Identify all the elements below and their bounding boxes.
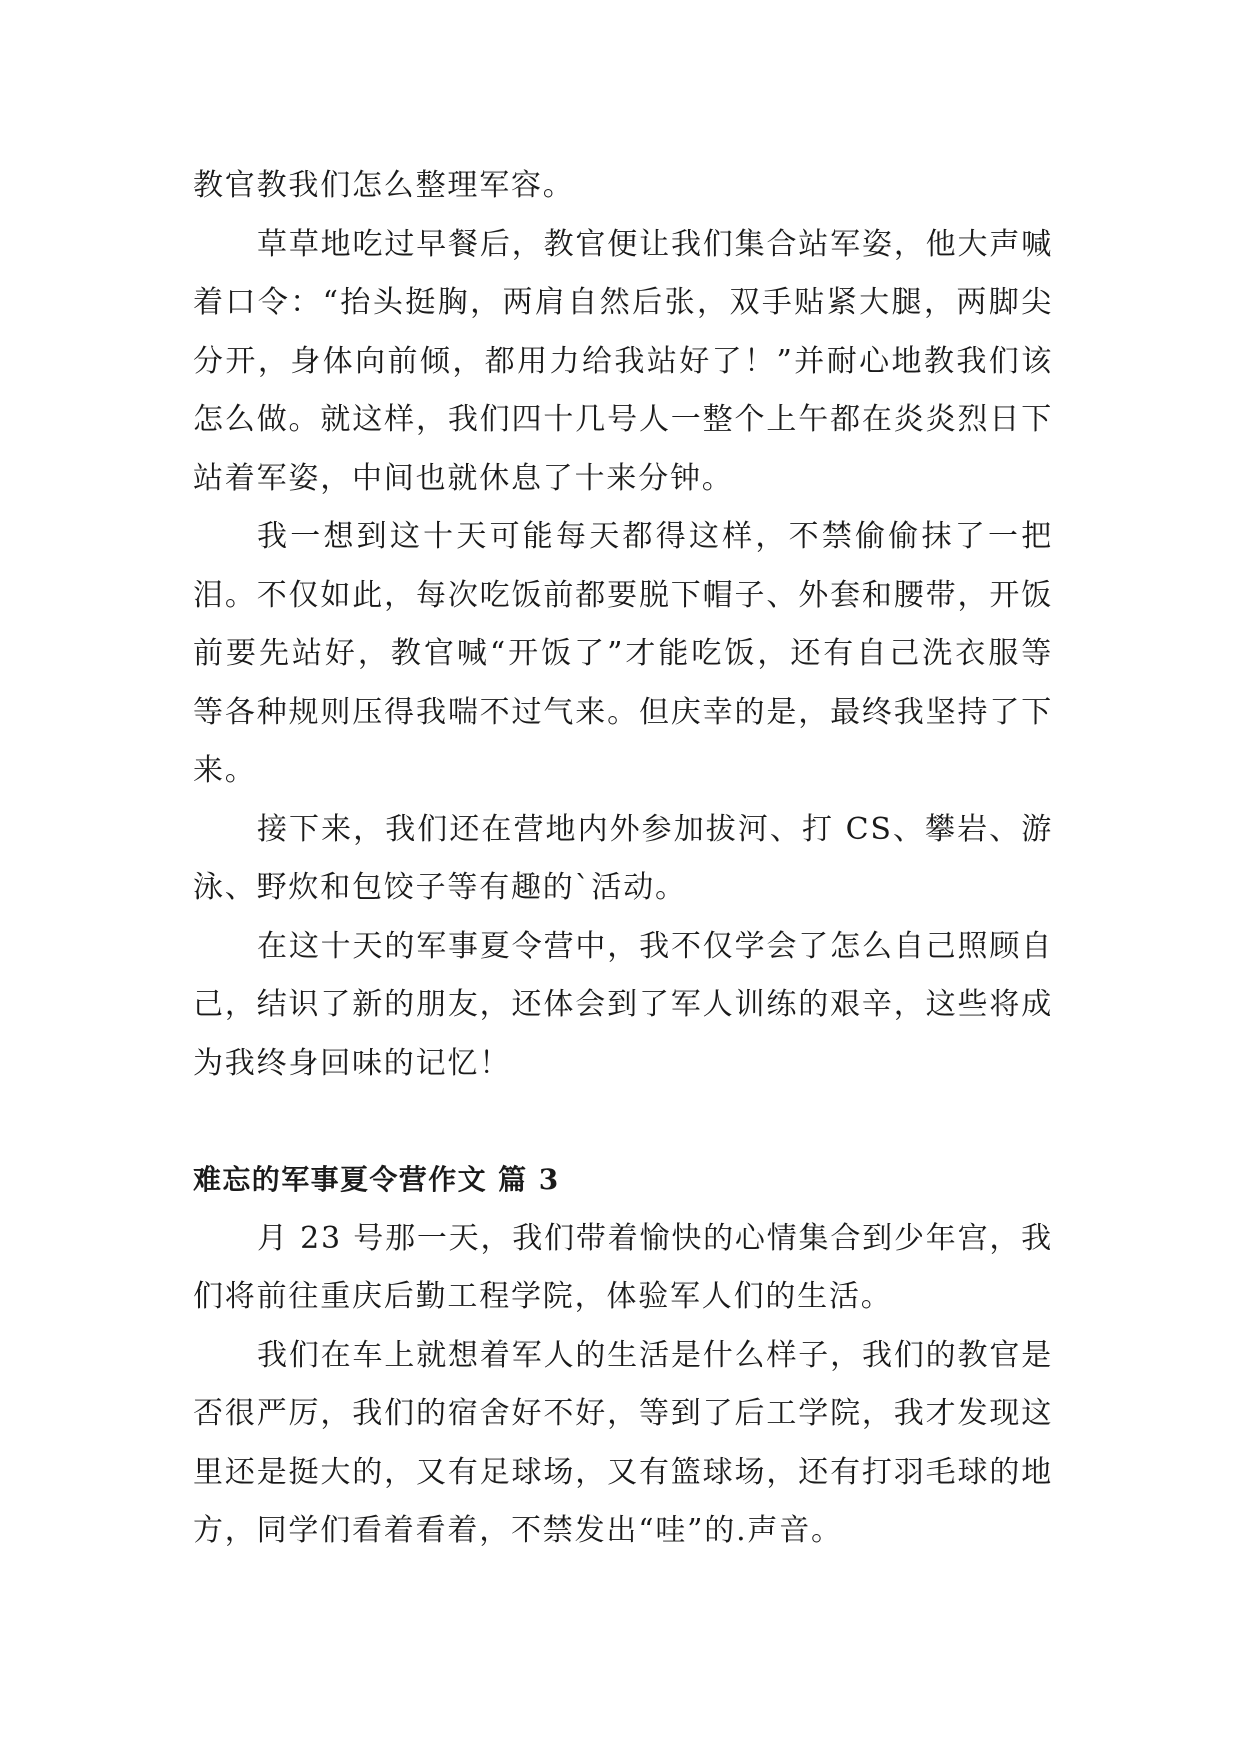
- paragraph-7: 我们在车上就想着军人的生活是什么样子，我们的教官是否很严厉，我们的宿舍好不好，等到了后工学院，我才发现这里还是挺大的，又有足球场，又有篮球场，还有打羽毛球的地方，同学们看着看着，不禁发出“哇”的.声音。: [193, 1337, 1053, 1548]
- paragraph-2: 草草地吃过早餐后，教官便让我们集合站军姿，他大声喊着口令：“抬头挺胸，两肩自然后张，双手贴紧大腿，两脚尖分开，身体向前倾，都用力给我站好了！”并耐心地教我们该怎么做。就这样，我们四十几号人一整个上午都在炎炎烈日下站着军姿，中间也就休息了十来分钟。: [193, 226, 1053, 496]
- paragraph-6: 月 23 号那一天，我们带着愉快的心情集合到少年宫，我们将前往重庆后勤工程学院，体验军人们的生活。: [193, 1220, 1053, 1314]
- paragraph-5: 在这十天的军事夏令营中，我不仅学会了怎么自己照顾自己，结识了新的朋友，还体会到了军人训练的艰辛，这些将成为我终身回味的记忆！: [193, 928, 1053, 1081]
- paragraph-1: 教官教我们怎么整理军容。: [193, 168, 575, 203]
- document-body: [193, 157, 1053, 1561]
- section-heading: 难忘的军事夏令营作文 篇 3: [193, 1163, 560, 1196]
- paragraph-4: 接下来，我们还在营地内外参加拔河、打 CS、攀岩、游泳、野炊和包饺子等有趣的`活动。: [193, 811, 1053, 905]
- paragraph-3: 我一想到这十天可能每天都得这样，不禁偷偷抹了一把泪。不仅如此，每次吃饭前都要脱下帽子、外套和腰带，开饭前要先站好，教官喊“开饭了”才能吃饭，还有自己洗衣服等等各种规则压得我喘不过气来。但庆幸的是，最终我坚持了下来。: [193, 519, 1053, 788]
